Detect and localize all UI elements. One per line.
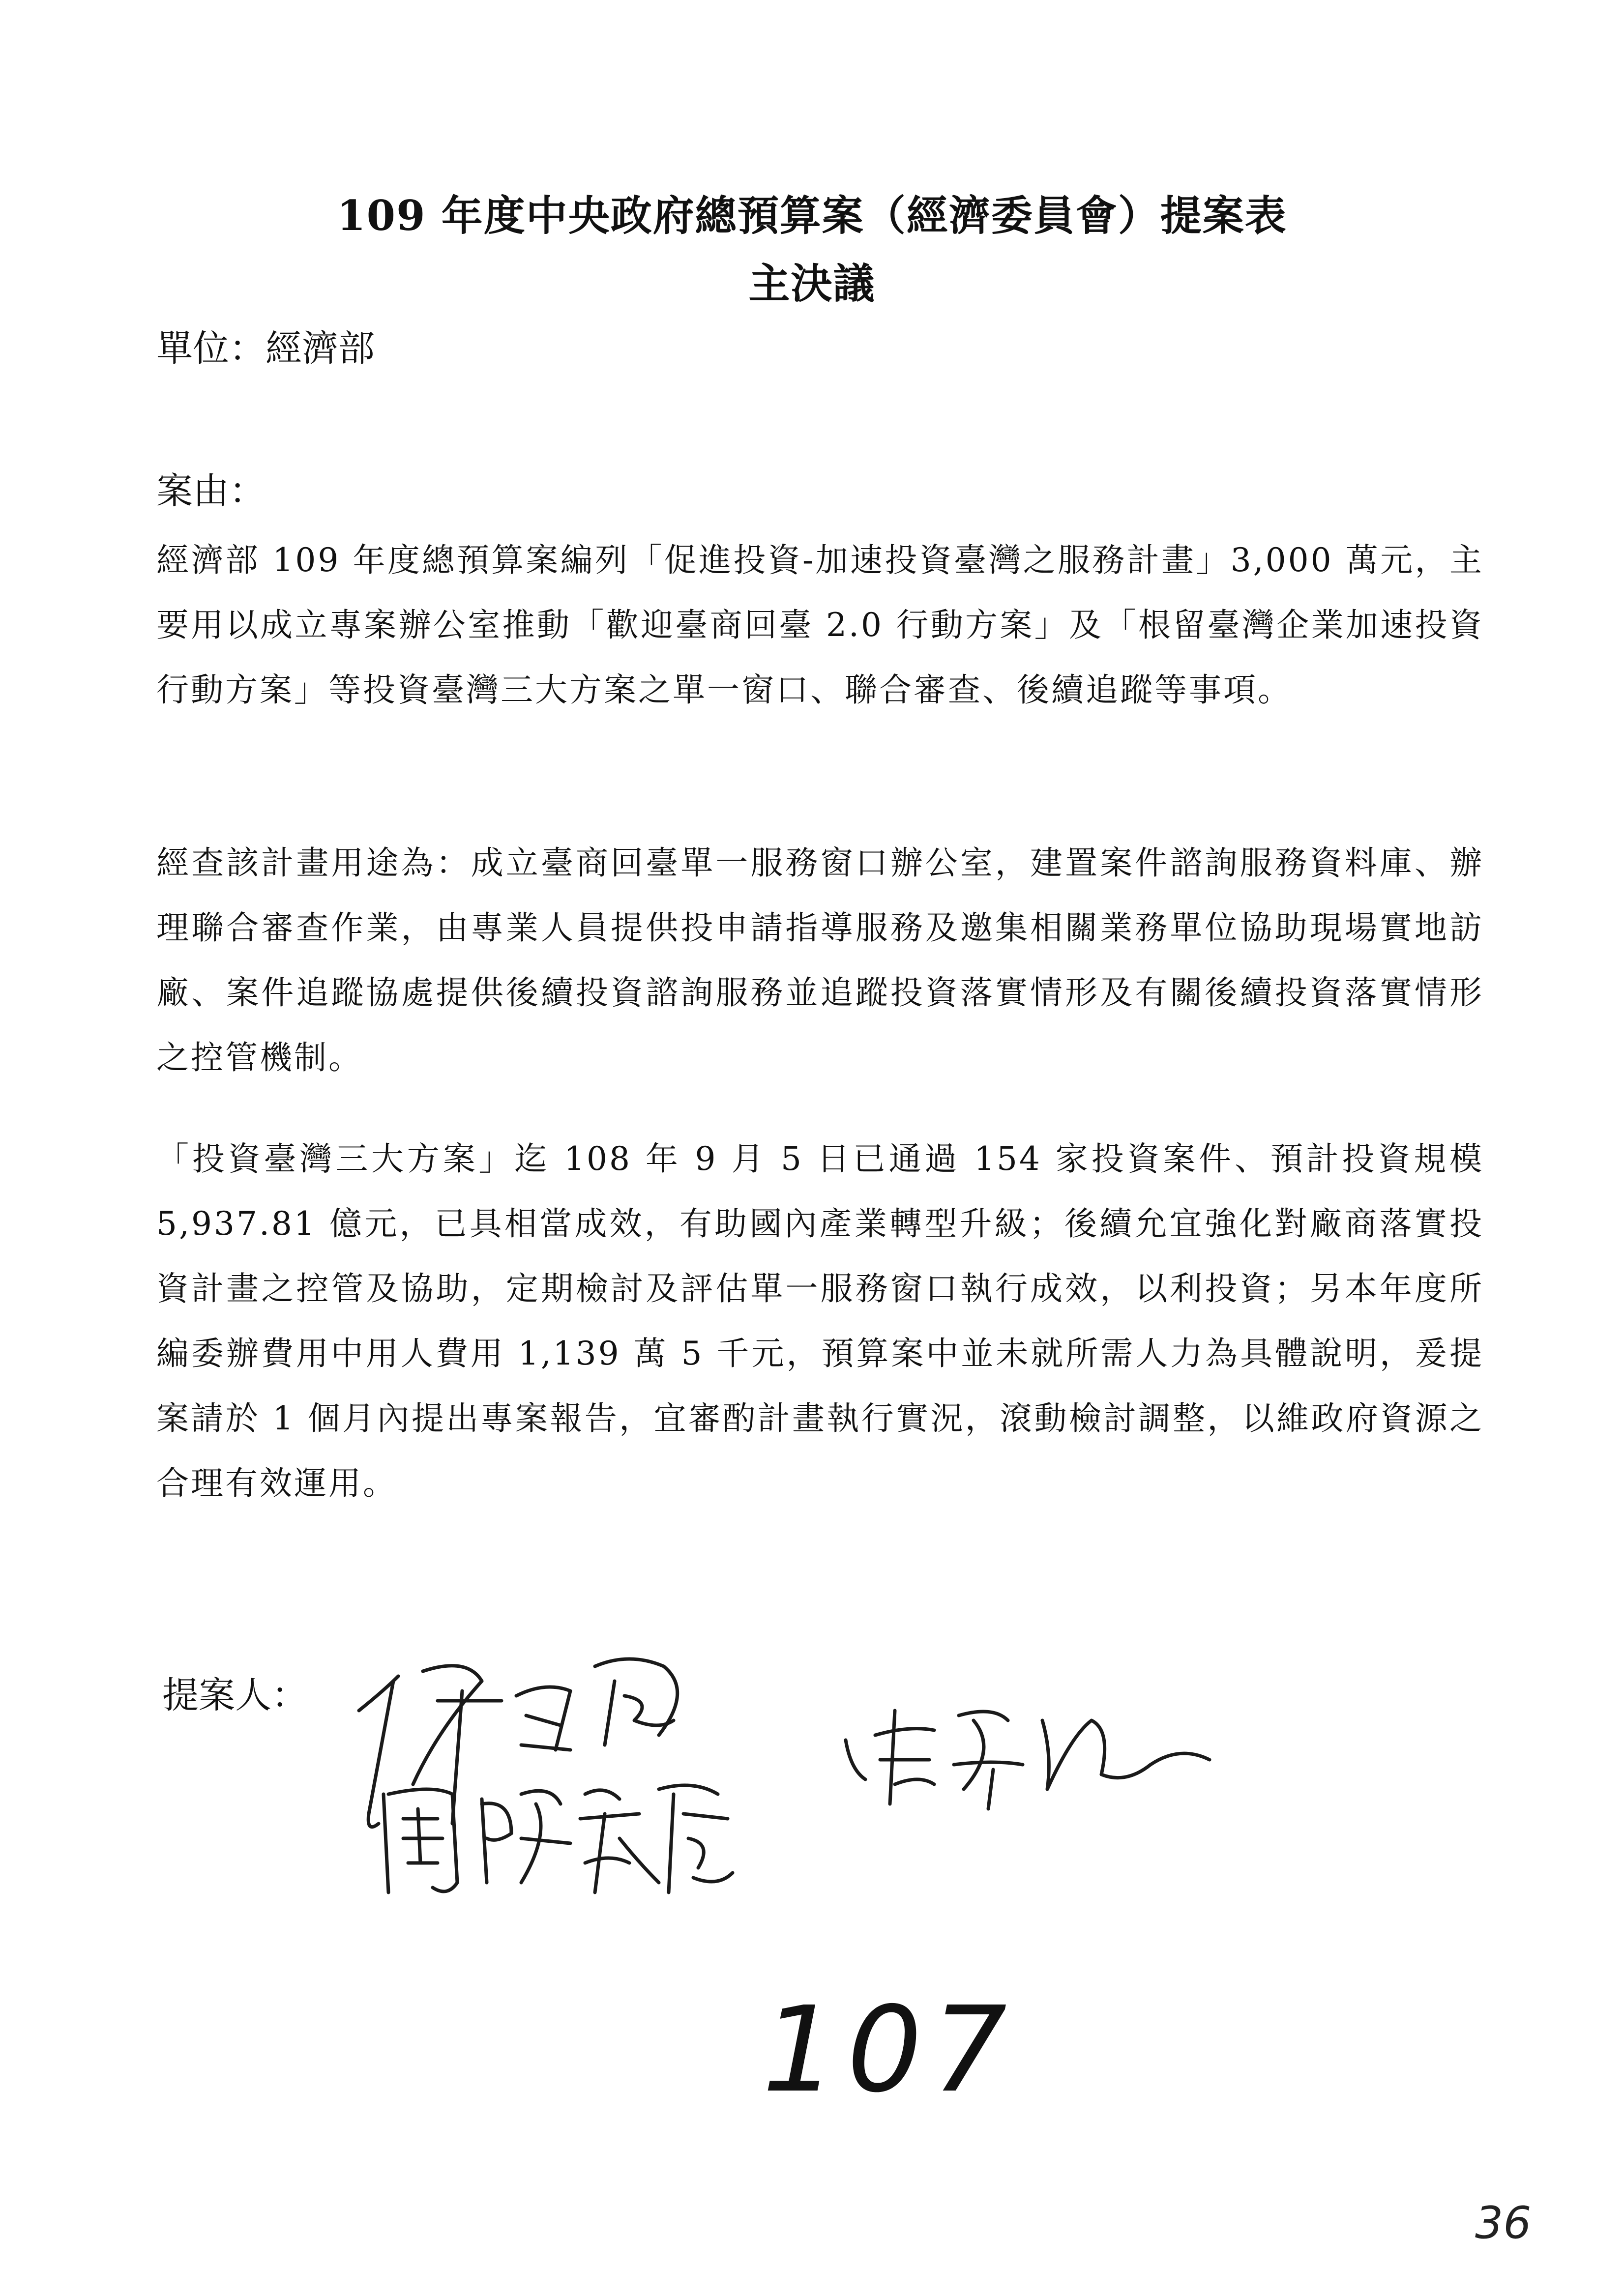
proposer-label: 提案人： bbox=[162, 1674, 308, 1716]
handwritten-signature-2 bbox=[374, 1765, 747, 1912]
reason-paragraph-3: 「投資臺灣三大方案」迄 108 年 9 月 5 日已通過 154 家投資案件、預計投資規模 5,937.81 億元，已具相當成效，有助國內產業轉型升級；後續允宜強化對廠商落實投資計畫之控管及協助，定期檢討及評估單一服務窗口執行成效，以利投資；另本年度所編委辦費用中用人費用 1,139 萬 5 千元，預算案中並未就所需人力為具體說明，爰提案請於 1 個月內提出專案報告，宜審酌計畫執行實況，滾動檢討調整，以維政府資源之合理有效運用。 bbox=[156, 1140, 1484, 1502]
reason-label: 案由： bbox=[156, 470, 266, 512]
unit-label: 單位：經濟部 bbox=[156, 327, 375, 370]
handwritten-number: 107 bbox=[762, 1981, 1017, 2119]
document-subtitle: 主決議 bbox=[748, 259, 876, 308]
reason-paragraph-1: 經濟部 109 年度總預算案編列「促進投資-加速投資臺灣之服務計畫」3,000 萬元，主要用以成立專案辦公室推動「歡迎臺商回臺 2.0 行動方案」及「根留臺灣企業加速投資行動方案」等投資臺灣三大方案之單一窗口、聯合審查、後續追蹤等事項。 bbox=[156, 541, 1484, 709]
handwritten-signature-3 bbox=[836, 1691, 1219, 1819]
reason-paragraph-2: 經查該計畫用途為：成立臺商回臺單一服務窗口辦公室，建置案件諮詢服務資料庫、辦理聯合審查作業，由專業人員提供投申請指導服務及邀集相關業務單位協助現場實地訪廠、案件追蹤協處提供後續投資諮詢服務並追蹤投資落實情形及有關後續投資落實情形之控管機制。 bbox=[156, 844, 1484, 1076]
document-title: 109 年度中央政府總預算案（經濟委員會）提案表 bbox=[337, 191, 1287, 240]
page-number: 36 bbox=[1475, 2197, 1532, 2249]
